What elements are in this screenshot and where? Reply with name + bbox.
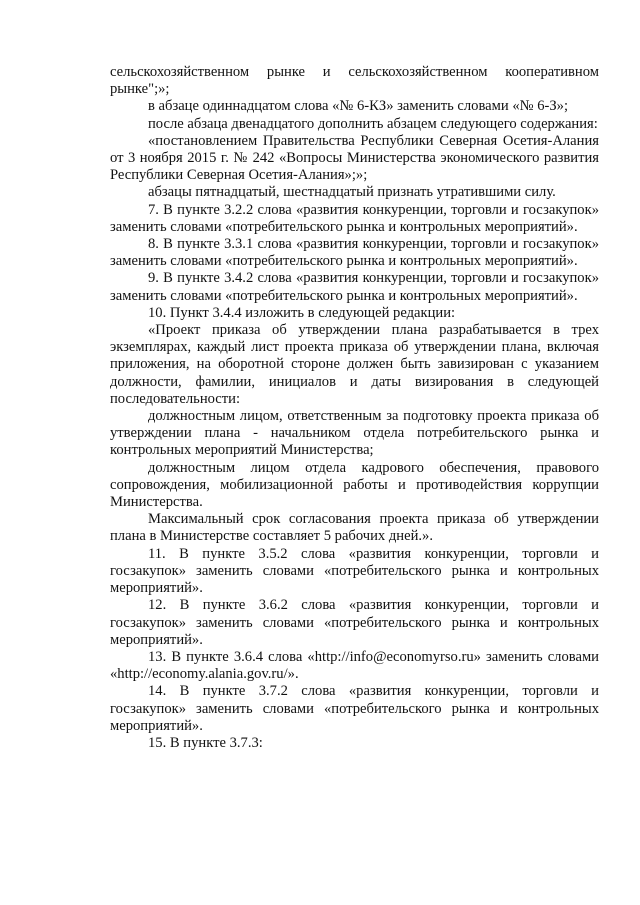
paragraph-quote-postanovlenie: «постановлением Правительства Республики Северная Осетия-Алания от 3 ноября 2015 г. № 242 «Вопросы Министерства экономического развития Республики Северная Осетия-Алания»;»; — [110, 132, 599, 184]
paragraph-item-8: 8. В пункте 3.3.1 слова «развития конкуренции, торговли и госзакупок» заменить словами «потребительского рынка и контрольных мероприятий». — [110, 236, 599, 270]
paragraph-official-1: должностным лицом, ответственным за подготовку проекта приказа об утверждении плана - начальником отдела потребительского рынка и контрольных мероприятий Министерства; — [110, 408, 599, 459]
paragraph-max-term: Максимальный срок согласования проекта приказа об утверждении плана в Министерстве составляет 5 рабочих дней.». — [110, 511, 599, 545]
paragraph-abzac-12: после абзаца двенадцатого дополнить абзацем следующего содержания: — [148, 115, 598, 132]
paragraph-item-14: 14. В пункте 3.7.2 слова «развития конкуренции, торговли и госзакупок» заменить словами «потребительского рынка и контрольных мероприятий». — [110, 683, 599, 734]
paragraph-item-9: 9. В пункте 3.4.2 слова «развития конкуренции, торговли и госзакупок» заменить словами «потребительского рынка и контрольных мероприятий». — [110, 270, 599, 304]
paragraph-item-11: 11. В пункте 3.5.2 слова «развития конкуренции, торговли и госзакупок» заменить словами «потребительского рынка и контрольных мероприятий». — [110, 545, 599, 597]
paragraph-project-order: «Проект приказа об утверждении плана разрабатывается в трех экземплярах, каждый лист проекта приказа об утверждении плана, включая приложения, на оборотной стороне должен быть завизирован с указанием должности, фамилии, инициалов и даты визирования в следующей последовательности: — [110, 322, 599, 407]
paragraph-official-2: должностным лицом отдела кадрового обеспечения, правового сопровождения, мобилизационной работы и противодействия коррупции Министерства. — [110, 459, 599, 511]
paragraph-item-12: 12. В пункте 3.6.2 слова «развития конкуренции, торговли и госзакупок» заменить словами «потребительского рынка и контрольных мероприятий». — [110, 597, 599, 648]
paragraph-item-7: 7. В пункте 3.2.2 слова «развития конкуренции, торговли и госзакупок» заменить словами «потребительского рынка и контрольных мероприятий». — [110, 201, 599, 235]
paragraph-abzac-11: в абзаце одиннадцатом слова «№ 6-КЗ» заменить словами «№ 6-З»; — [148, 98, 569, 115]
paragraph-abzac-15-16: абзацы пятнадцатый, шестнадцатый признать утратившими силу. — [148, 184, 556, 201]
paragraph-item-10: 10. Пункт 3.4.4 изложить в следующей редакции: — [148, 304, 456, 321]
document-page — [110, 64, 599, 752]
paragraph-item-15: 15. В пункте 3.7.3: — [148, 734, 263, 751]
paragraph-item-13: 13. В пункте 3.6.4 слова «http://info@economyrso.ru» заменить словами «http://economy.alania.gov.ru/». — [110, 648, 599, 683]
paragraph-continuation: сельскохозяйственном рынке и сельскохозяйственном кооперативном рынке";»; — [110, 64, 599, 98]
